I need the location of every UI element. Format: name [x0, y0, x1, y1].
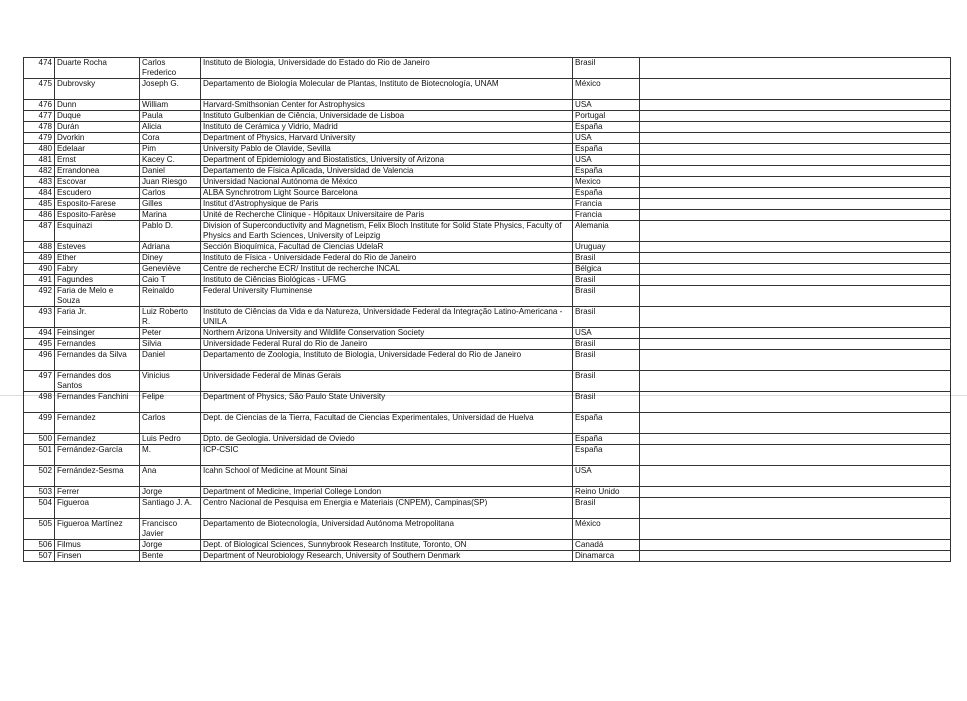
first-name-cell: Paula	[140, 111, 201, 122]
entry-number-cell: 480	[24, 144, 55, 155]
entry-number-cell: 477	[24, 111, 55, 122]
first-name-cell: Carlos	[140, 413, 201, 434]
first-name-cell: William	[140, 100, 201, 111]
entry-number-cell: 486	[24, 210, 55, 221]
table-row	[24, 487, 951, 498]
entry-number-cell: 497	[24, 371, 55, 392]
country-cell: Reino Unido	[573, 487, 640, 498]
entry-number-cell: 498	[24, 392, 55, 413]
first-name-cell: Daniel	[140, 350, 201, 371]
table-row	[24, 371, 951, 392]
country-cell: Mexico	[573, 177, 640, 188]
table-row	[24, 413, 951, 434]
institution-cell: ICP-CSIC	[201, 445, 573, 466]
country-cell: México	[573, 519, 640, 540]
empty-cell	[640, 221, 951, 242]
country-cell: USA	[573, 466, 640, 487]
empty-cell	[640, 551, 951, 562]
surname-cell: Esposito-Farese	[55, 199, 140, 210]
institution-cell: Northern Arizona University and Wildlife Conservation Society	[201, 328, 573, 339]
institution-cell: Institut d'Astrophysique de Paris	[201, 199, 573, 210]
empty-cell	[640, 177, 951, 188]
empty-cell	[640, 264, 951, 275]
institution-cell: Department of Neurobiology Research, University of Southern Denmark	[201, 551, 573, 562]
entry-number-cell: 485	[24, 199, 55, 210]
first-name-cell: Adriana	[140, 242, 201, 253]
first-name-cell: Daniel	[140, 166, 201, 177]
institution-cell: Department of Medicine, Imperial College London	[201, 487, 573, 498]
first-name-cell: Marina	[140, 210, 201, 221]
table-row	[24, 264, 951, 275]
table-row	[24, 177, 951, 188]
entry-number-cell: 507	[24, 551, 55, 562]
table-row	[24, 188, 951, 199]
empty-cell	[640, 111, 951, 122]
institution-cell: Instituto de Ciências Biológicas - UFMG	[201, 275, 573, 286]
table-row	[24, 275, 951, 286]
first-name-cell: Felipe	[140, 392, 201, 413]
table-row	[24, 79, 951, 100]
table-row	[24, 144, 951, 155]
institution-cell: Division of Superconductivity and Magnetism, Felix Bloch Institute for Solid State Physics, Faculty of Physics and Earth Sciences, University of Leipzig	[201, 221, 573, 242]
country-cell: Brasil	[573, 58, 640, 79]
institution-cell: Instituto de Física - Universidade Federal do Rio de Janeiro	[201, 253, 573, 264]
institution-cell: Instituto de Cerámica y Vidrio, Madrid	[201, 122, 573, 133]
table-row	[24, 133, 951, 144]
institution-cell: Department of Physics, Harvard University	[201, 133, 573, 144]
institution-cell: Dpto. de Geologia. Universidad de Oviedo	[201, 434, 573, 445]
empty-cell	[640, 155, 951, 166]
first-name-cell: Caio T	[140, 275, 201, 286]
surname-cell: Dunn	[55, 100, 140, 111]
entry-number-cell: 478	[24, 122, 55, 133]
institution-cell: Departamento de Física Aplicada, Universidad de Valencia	[201, 166, 573, 177]
entry-number-cell: 487	[24, 221, 55, 242]
empty-cell	[640, 307, 951, 328]
entry-number-cell: 494	[24, 328, 55, 339]
table-row	[24, 519, 951, 540]
surname-cell: Dvorkin	[55, 133, 140, 144]
surname-cell: Esteves	[55, 242, 140, 253]
surname-cell: Feinsinger	[55, 328, 140, 339]
table-row	[24, 307, 951, 328]
surname-cell: Duarte Rocha	[55, 58, 140, 79]
country-cell: España	[573, 445, 640, 466]
institution-cell: University Pablo de Olavide, Sevilla	[201, 144, 573, 155]
institution-cell: Instituto Gulbenkian de Ciência, Universidade de Lisboa	[201, 111, 573, 122]
surname-cell: Finsen	[55, 551, 140, 562]
first-name-cell: Joseph G.	[140, 79, 201, 100]
country-cell: Brasil	[573, 339, 640, 350]
institution-cell: Universidad Nacional Autónoma de México	[201, 177, 573, 188]
table-row	[24, 551, 951, 562]
institution-cell: Department of Physics, São Paulo State University	[201, 392, 573, 413]
first-name-cell: Santiago J. A.	[140, 498, 201, 519]
institution-cell: Dept. of Biological Sciences, Sunnybrook Research Institute, Toronto, ON	[201, 540, 573, 551]
surname-cell: Escudero	[55, 188, 140, 199]
country-cell: Portugal	[573, 111, 640, 122]
empty-cell	[640, 413, 951, 434]
entry-number-cell: 483	[24, 177, 55, 188]
country-cell: USA	[573, 133, 640, 144]
first-name-cell: Gilles	[140, 199, 201, 210]
empty-cell	[640, 199, 951, 210]
country-cell: Francia	[573, 199, 640, 210]
entry-number-cell: 502	[24, 466, 55, 487]
first-name-cell: Silvia	[140, 339, 201, 350]
empty-cell	[640, 58, 951, 79]
table-row	[24, 466, 951, 487]
surname-cell: Faria de Melo e Souza	[55, 286, 140, 307]
country-cell: Francia	[573, 210, 640, 221]
entry-number-cell: 500	[24, 434, 55, 445]
surname-cell: Fabry	[55, 264, 140, 275]
country-cell: Dinamarca	[573, 551, 640, 562]
entry-number-cell: 482	[24, 166, 55, 177]
first-name-cell: Pim	[140, 144, 201, 155]
table-row	[24, 445, 951, 466]
table-row	[24, 122, 951, 133]
empty-cell	[640, 166, 951, 177]
entry-number-cell: 474	[24, 58, 55, 79]
entry-number-cell: 475	[24, 79, 55, 100]
surname-cell: Ferrer	[55, 487, 140, 498]
table-row	[24, 350, 951, 371]
surname-cell: Fernandes dos Santos	[55, 371, 140, 392]
empty-cell	[640, 328, 951, 339]
surname-cell: Figueroa	[55, 498, 140, 519]
entry-number-cell: 495	[24, 339, 55, 350]
empty-cell	[640, 242, 951, 253]
surname-cell: Edelaar	[55, 144, 140, 155]
entry-number-cell: 505	[24, 519, 55, 540]
country-cell: Bélgica	[573, 264, 640, 275]
first-name-cell: Jorge	[140, 540, 201, 551]
entry-number-cell: 479	[24, 133, 55, 144]
empty-cell	[640, 275, 951, 286]
entry-number-cell: 491	[24, 275, 55, 286]
table-row	[24, 339, 951, 350]
entry-number-cell: 488	[24, 242, 55, 253]
surname-cell: Fernandes Fanchini	[55, 392, 140, 413]
surname-cell: Escovar	[55, 177, 140, 188]
institution-cell: Departamento de Zoologia, Instituto de Biologia, Universidade Federal do Rio de Janeiro	[201, 350, 573, 371]
country-cell: USA	[573, 328, 640, 339]
table-row	[24, 540, 951, 551]
table-row	[24, 221, 951, 242]
table-row	[24, 498, 951, 519]
surname-cell: Durán	[55, 122, 140, 133]
entry-number-cell: 506	[24, 540, 55, 551]
first-name-cell: M.	[140, 445, 201, 466]
empty-cell	[640, 392, 951, 413]
empty-cell	[640, 498, 951, 519]
surname-cell: Fernandes	[55, 339, 140, 350]
institution-cell: Universidade Federal de Minas Gerais	[201, 371, 573, 392]
surname-cell: Figueroa Martínez	[55, 519, 140, 540]
empty-cell	[640, 286, 951, 307]
country-cell: Brasil	[573, 307, 640, 328]
first-name-cell: Pablo D.	[140, 221, 201, 242]
institution-cell: Harvard-Smithsonian Center for Astrophysics	[201, 100, 573, 111]
country-cell: México	[573, 79, 640, 100]
table-row	[24, 199, 951, 210]
first-name-cell: Cora	[140, 133, 201, 144]
entry-number-cell: 496	[24, 350, 55, 371]
institution-cell: Departamento de Biotecnología, Universidad Autónoma Metropolitana	[201, 519, 573, 540]
empty-cell	[640, 210, 951, 221]
first-name-cell: Luis Pedro	[140, 434, 201, 445]
table-row	[24, 434, 951, 445]
institution-cell: Icahn School of Medicine at Mount Sinai	[201, 466, 573, 487]
surname-cell: Fagundes	[55, 275, 140, 286]
empty-cell	[640, 100, 951, 111]
table-row	[24, 58, 951, 79]
country-cell: Brasil	[573, 350, 640, 371]
first-name-cell: Jorge	[140, 487, 201, 498]
surname-cell: Dubrovsky	[55, 79, 140, 100]
entry-number-cell: 501	[24, 445, 55, 466]
first-name-cell: Alicia	[140, 122, 201, 133]
table-row	[24, 155, 951, 166]
entry-number-cell: 493	[24, 307, 55, 328]
country-cell: Brasil	[573, 371, 640, 392]
first-name-cell: Francisco Javier	[140, 519, 201, 540]
first-name-cell: Juan Riesgo	[140, 177, 201, 188]
surname-cell: Esquinazi	[55, 221, 140, 242]
entry-number-cell: 489	[24, 253, 55, 264]
empty-cell	[640, 487, 951, 498]
table-row	[24, 253, 951, 264]
first-name-cell: Luiz Roberto R.	[140, 307, 201, 328]
institution-cell: ALBA Synchrotrom Light Source Barcelona	[201, 188, 573, 199]
entry-number-cell: 490	[24, 264, 55, 275]
table-row	[24, 100, 951, 111]
empty-cell	[640, 253, 951, 264]
country-cell: USA	[573, 100, 640, 111]
entry-number-cell: 499	[24, 413, 55, 434]
surname-cell: Ernst	[55, 155, 140, 166]
surname-cell: Duque	[55, 111, 140, 122]
surname-cell: Fernandes da Silva	[55, 350, 140, 371]
entry-number-cell: 476	[24, 100, 55, 111]
first-name-cell: Ana	[140, 466, 201, 487]
country-cell: Canadá	[573, 540, 640, 551]
table-row	[24, 328, 951, 339]
surname-cell: Fernandez	[55, 434, 140, 445]
table-row	[24, 111, 951, 122]
empty-cell	[640, 540, 951, 551]
country-cell: España	[573, 188, 640, 199]
country-cell: Alemania	[573, 221, 640, 242]
surname-cell: Errandonea	[55, 166, 140, 177]
table-row	[24, 286, 951, 307]
table-row	[24, 210, 951, 221]
empty-cell	[640, 122, 951, 133]
country-cell: España	[573, 413, 640, 434]
first-name-cell: Carlos Frederico	[140, 58, 201, 79]
country-cell: España	[573, 122, 640, 133]
first-name-cell: Bente	[140, 551, 201, 562]
country-cell: Brasil	[573, 286, 640, 307]
empty-cell	[640, 371, 951, 392]
first-name-cell: Kacey C.	[140, 155, 201, 166]
registry-table	[23, 57, 951, 562]
institution-cell: Dept. de Ciencias de la Tierra, Facultad de Ciencias Experimentales, Universidad de Huelva	[201, 413, 573, 434]
surname-cell: Fernández-Sesma	[55, 466, 140, 487]
country-cell: USA	[573, 155, 640, 166]
institution-cell: Centro Nacional de Pesquisa em Energia e Materiais (CNPEM), Campinas(SP)	[201, 498, 573, 519]
institution-cell: Centre de recherche ECR/ Institut de recherche INCAL	[201, 264, 573, 275]
table-row	[24, 166, 951, 177]
surname-cell: Filmus	[55, 540, 140, 551]
first-name-cell: Vinicius	[140, 371, 201, 392]
institution-cell: Department of Epidemiology and Biostatistics, University of Arizona	[201, 155, 573, 166]
country-cell: Brasil	[573, 253, 640, 264]
country-cell: España	[573, 434, 640, 445]
country-cell: Brasil	[573, 275, 640, 286]
first-name-cell: Diney	[140, 253, 201, 264]
entry-number-cell: 492	[24, 286, 55, 307]
country-cell: Brasil	[573, 392, 640, 413]
entry-number-cell: 503	[24, 487, 55, 498]
entry-number-cell: 481	[24, 155, 55, 166]
first-name-cell: Carlos	[140, 188, 201, 199]
institution-cell: Instituto de Biologia, Universidade do Estado do Rio de Janeiro	[201, 58, 573, 79]
first-name-cell: Geneviève	[140, 264, 201, 275]
empty-cell	[640, 350, 951, 371]
empty-cell	[640, 434, 951, 445]
empty-cell	[640, 188, 951, 199]
empty-cell	[640, 79, 951, 100]
country-cell: España	[573, 166, 640, 177]
first-name-cell: Reinaldo	[140, 286, 201, 307]
first-name-cell: Peter	[140, 328, 201, 339]
country-cell: Uruguay	[573, 242, 640, 253]
empty-cell	[640, 519, 951, 540]
table-row	[24, 242, 951, 253]
surname-cell: Esposito-Farèse	[55, 210, 140, 221]
empty-cell	[640, 133, 951, 144]
surname-cell: Ether	[55, 253, 140, 264]
empty-cell	[640, 445, 951, 466]
institution-cell: Unité de Recherche Clinique - Hôpitaux Universitaire de Paris	[201, 210, 573, 221]
country-cell: Brasil	[573, 498, 640, 519]
institution-cell: Sección Bioquímica, Facultad de Ciencias UdelaR	[201, 242, 573, 253]
entry-number-cell: 504	[24, 498, 55, 519]
empty-cell	[640, 339, 951, 350]
surname-cell: Fernández-García	[55, 445, 140, 466]
institution-cell: Departamento de Biología Molecular de Plantas, Instituto de Biotecnología, UNAM	[201, 79, 573, 100]
institution-cell: Federal University Fluminense	[201, 286, 573, 307]
surname-cell: Fernandez	[55, 413, 140, 434]
empty-cell	[640, 466, 951, 487]
institution-cell: Instituto de Ciências da Vida e da Natureza, Universidade Federal da Integração Latino-Americana - UNILA	[201, 307, 573, 328]
empty-cell	[640, 144, 951, 155]
table-row	[24, 392, 951, 413]
entry-number-cell: 484	[24, 188, 55, 199]
registry-table-body	[24, 58, 951, 562]
surname-cell: Faria Jr.	[55, 307, 140, 328]
institution-cell: Universidade Federal Rural do Rio de Janeiro	[201, 339, 573, 350]
country-cell: España	[573, 144, 640, 155]
